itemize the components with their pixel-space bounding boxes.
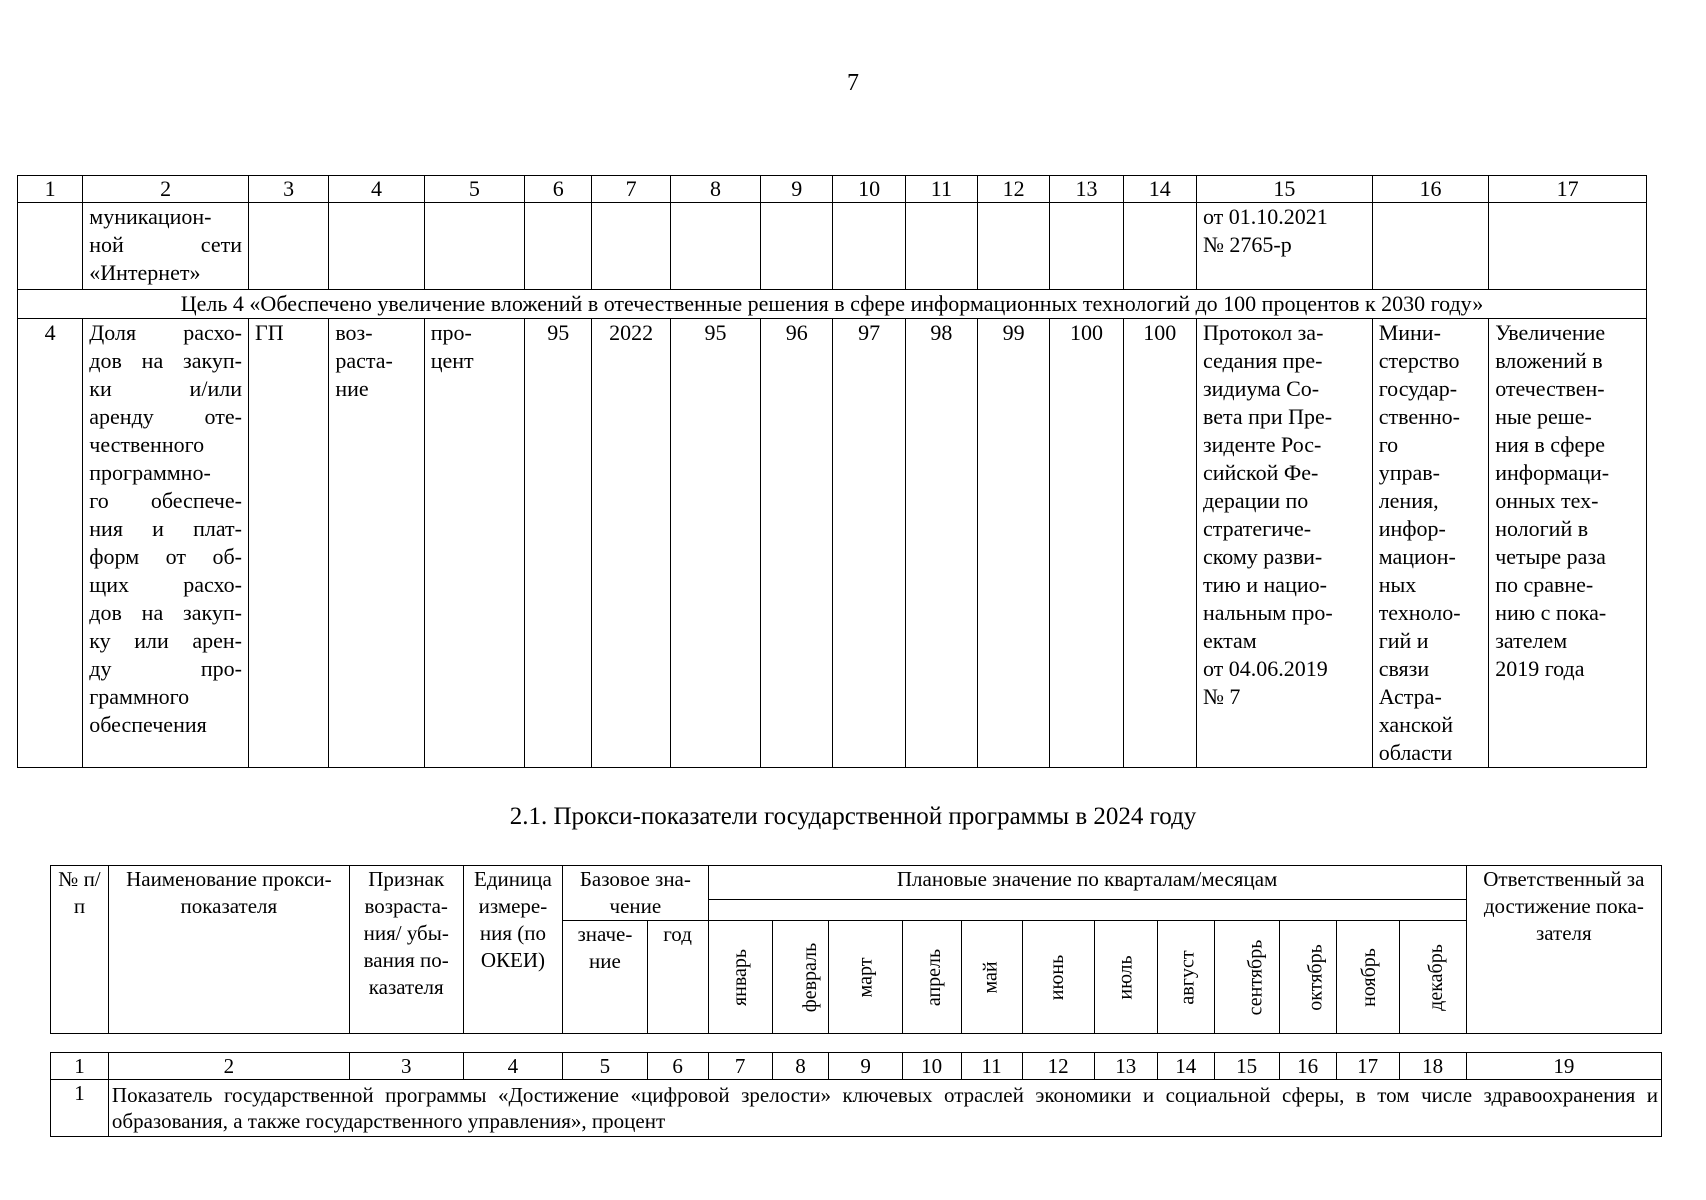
month-label: февраль — [798, 942, 821, 1013]
text-line: седания пре- — [1202, 348, 1323, 373]
text-line: Доля расхо- — [89, 320, 242, 345]
month-header — [1214, 921, 1279, 1034]
month-header — [1094, 921, 1157, 1034]
base-value: 95 — [525, 319, 592, 768]
column-number: 9 — [829, 1053, 902, 1080]
text-line: ку или арен- — [89, 628, 242, 653]
col-unit: Единица измере-ния (по ОКЕИ) — [463, 866, 563, 1034]
base-year: 2022 — [592, 319, 670, 768]
text-line: Увеличение — [1495, 320, 1606, 345]
column-number: 13 — [1050, 176, 1123, 203]
column-number: 8 — [772, 1053, 829, 1080]
column-number: 10 — [902, 1053, 961, 1080]
text-line: граммного — [89, 684, 190, 709]
text-line: государ- — [1378, 376, 1458, 401]
month-header — [1157, 921, 1214, 1034]
text-line: от 01.10.2021 — [1202, 204, 1328, 229]
text-line: Астра- — [1378, 684, 1442, 709]
col-base-year: год — [647, 921, 708, 1034]
column-number: 16 — [1372, 176, 1489, 203]
value-cell: 100 — [1050, 319, 1123, 768]
text-line: онных тех- — [1495, 488, 1599, 513]
text-line: стратегиче- — [1202, 516, 1312, 541]
column-number: 17 — [1489, 176, 1647, 203]
text-line: дов на закуп- — [89, 348, 242, 373]
text-line: инфор- — [1378, 516, 1446, 541]
text-line: ния в сфере — [1495, 432, 1606, 457]
column-number: 7 — [592, 176, 670, 203]
text-line: № 7 — [1202, 684, 1241, 709]
page-number: 7 — [847, 70, 859, 96]
text-line: цент — [430, 348, 474, 373]
text-line: нальным про- — [1202, 600, 1333, 625]
row-cont-name — [83, 203, 249, 290]
indicators-table — [17, 175, 1647, 768]
text-line: ственно- — [1378, 404, 1460, 429]
table-row — [18, 203, 1647, 290]
column-number: 9 — [761, 176, 833, 203]
text-line: форм от об- — [89, 544, 242, 569]
text-line: ки и/или — [89, 376, 242, 401]
text-line: по сравне- — [1495, 572, 1594, 597]
month-label: март — [854, 957, 877, 998]
value-cell: 95 — [670, 319, 760, 768]
column-number: 4 — [329, 176, 424, 203]
month-label: декабрь — [1424, 944, 1447, 1011]
text-line: техноло- — [1378, 600, 1461, 625]
text-line: сийской Фе- — [1202, 460, 1319, 485]
month-label: сентябрь — [1243, 939, 1266, 1016]
col-plan: Плановые значение по кварталам/месяцам — [708, 866, 1466, 900]
value-cell: 98 — [905, 319, 977, 768]
text-line: про- — [430, 320, 472, 345]
text-line: зиденте Рос- — [1202, 432, 1322, 457]
text-line: области — [1378, 740, 1453, 765]
text-line: ления, — [1378, 488, 1439, 513]
indicator-unit — [424, 319, 524, 768]
text-line: Мини- — [1378, 320, 1441, 345]
month-label: апрель — [922, 948, 945, 1007]
month-header — [1279, 921, 1336, 1034]
text-line: дов на закуп- — [89, 600, 242, 625]
goal-row — [18, 290, 1647, 319]
text-line: нологий в — [1495, 516, 1589, 541]
proxy-header-table — [50, 865, 1662, 1034]
text-line: отечествен- — [1495, 376, 1605, 401]
column-number: 6 — [647, 1053, 708, 1080]
proxy-body-table — [50, 1052, 1662, 1137]
text-line: муникацион- — [89, 204, 212, 229]
col-num: № п/п — [51, 866, 109, 1034]
text-line: вложений в — [1495, 348, 1603, 373]
month-header — [829, 921, 902, 1034]
text-line: программно- — [89, 460, 211, 485]
text-line: зателем — [1495, 628, 1568, 653]
column-number: 14 — [1123, 176, 1196, 203]
text-line: тию и нацио- — [1202, 572, 1327, 597]
text-line: воз- — [335, 320, 373, 345]
proxy-indicator-text: Показатель государственной программы «Достижение «цифровой зрелости» ключевых отраслей экономики и социальной сферы, в том числе здравоохранения и образования, а также государственного управления», процент — [108, 1080, 1661, 1137]
text-line: четыре раза — [1495, 544, 1606, 569]
col-name: Наименование прокси-показателя — [108, 866, 349, 1034]
row-number: 1 — [51, 1080, 109, 1137]
text-line: аренду оте- — [89, 404, 242, 429]
value-cell: 97 — [833, 319, 905, 768]
column-number: 5 — [424, 176, 524, 203]
text-line: гий и — [1378, 628, 1429, 653]
column-number: 16 — [1279, 1053, 1336, 1080]
text-line: связи — [1378, 656, 1430, 681]
text-line: ния и плат- — [89, 516, 242, 541]
column-number: 7 — [708, 1053, 772, 1080]
goal-text: Цель 4 «Обеспечено увеличение вложений в отечественные решения в сфере информационных технологий до 100 процентов к 2030 году» — [18, 290, 1647, 319]
text-line: ектам — [1202, 628, 1257, 653]
column-number: 15 — [1196, 176, 1372, 203]
column-number: 11 — [961, 1053, 1022, 1080]
month-header — [902, 921, 961, 1034]
row-cont-doc — [1196, 203, 1372, 290]
column-number: 15 — [1214, 1053, 1279, 1080]
month-header — [1336, 921, 1399, 1034]
column-number: 6 — [525, 176, 592, 203]
column-number: 4 — [463, 1053, 563, 1080]
column-number: 12 — [978, 176, 1050, 203]
col-base-value: значе-ние — [563, 921, 647, 1034]
text-line: раста- — [335, 348, 393, 373]
month-header — [961, 921, 1022, 1034]
text-line: ду про- — [89, 656, 242, 681]
column-number: 13 — [1094, 1053, 1157, 1080]
month-label: июнь — [1046, 954, 1069, 1001]
indicator-name — [83, 319, 249, 768]
month-header — [1022, 921, 1094, 1034]
text-line: № 2765-р — [1202, 232, 1292, 257]
text-line: вета при Пре- — [1202, 404, 1333, 429]
table-row — [18, 319, 1647, 768]
text-line: ные реше- — [1495, 404, 1592, 429]
month-label: январь — [728, 948, 751, 1007]
value-cell: 99 — [978, 319, 1050, 768]
link-cell — [1489, 319, 1647, 768]
text-line: стерство — [1378, 348, 1460, 373]
text-line: ной сети — [89, 232, 242, 257]
month-header — [772, 921, 829, 1034]
document-cell — [1196, 319, 1372, 768]
column-numbers-row — [51, 1053, 1662, 1080]
column-number: 12 — [1022, 1053, 1094, 1080]
text-line: скому разви- — [1202, 544, 1323, 569]
text-line: ние — [335, 376, 369, 401]
text-line: 2019 года — [1495, 656, 1585, 681]
column-number: 2 — [108, 1053, 349, 1080]
text-line: ных — [1378, 572, 1417, 597]
text-line: от 04.06.2019 — [1202, 656, 1328, 681]
text-line: информаци- — [1495, 460, 1610, 485]
month-label: август — [1176, 950, 1199, 1005]
column-number: 3 — [349, 1053, 463, 1080]
col-responsible: Ответственный за достижение пока-зателя — [1466, 866, 1661, 1034]
indicator-level: ГП — [248, 319, 328, 768]
text-line: щих расхо- — [89, 572, 242, 597]
text-line: чественного — [89, 432, 205, 457]
text-line: обеспечения — [89, 712, 207, 737]
month-header — [1399, 921, 1466, 1034]
column-number: 3 — [248, 176, 328, 203]
column-number: 17 — [1336, 1053, 1399, 1080]
section-heading: 2.1. Прокси-показатели государственной программы в 2024 году — [509, 803, 1197, 830]
column-number: 1 — [51, 1053, 109, 1080]
column-number: 11 — [905, 176, 977, 203]
indicator-trend — [329, 319, 424, 768]
column-number: 1 — [18, 176, 83, 203]
col-trend: Признак возраста-ния/ убы-вания по-казателя — [349, 866, 463, 1034]
table-row — [51, 1080, 1662, 1137]
value-cell: 100 — [1123, 319, 1196, 768]
col-base: Базовое зна-чение — [563, 866, 708, 921]
responsible-cell — [1372, 319, 1489, 768]
column-number: 5 — [563, 1053, 647, 1080]
text-line: дерации по — [1202, 488, 1309, 513]
month-label: май — [980, 961, 1003, 994]
header-row — [18, 176, 1647, 203]
column-number: 8 — [670, 176, 760, 203]
column-number: 2 — [83, 176, 249, 203]
text-line: мацион- — [1378, 544, 1456, 569]
text-line: Протокол за- — [1202, 320, 1324, 345]
column-number: 18 — [1399, 1053, 1466, 1080]
text-line: ханской — [1378, 712, 1454, 737]
month-label: июль — [1114, 955, 1137, 1000]
text-line: нию с пока- — [1495, 600, 1607, 625]
month-header — [708, 921, 772, 1034]
text-line: го обеспече- — [89, 488, 242, 513]
column-number: 14 — [1157, 1053, 1214, 1080]
row-number: 4 — [18, 319, 83, 768]
month-label: октябрь — [1304, 944, 1327, 1011]
text-line: зидиума Со- — [1202, 376, 1320, 401]
column-number: 10 — [833, 176, 905, 203]
month-label: ноябрь — [1357, 948, 1380, 1007]
text-line: го — [1378, 432, 1399, 457]
column-number: 19 — [1466, 1053, 1661, 1080]
text-line: «Интернет» — [89, 260, 201, 285]
value-cell: 96 — [761, 319, 833, 768]
text-line: управ- — [1378, 460, 1440, 485]
